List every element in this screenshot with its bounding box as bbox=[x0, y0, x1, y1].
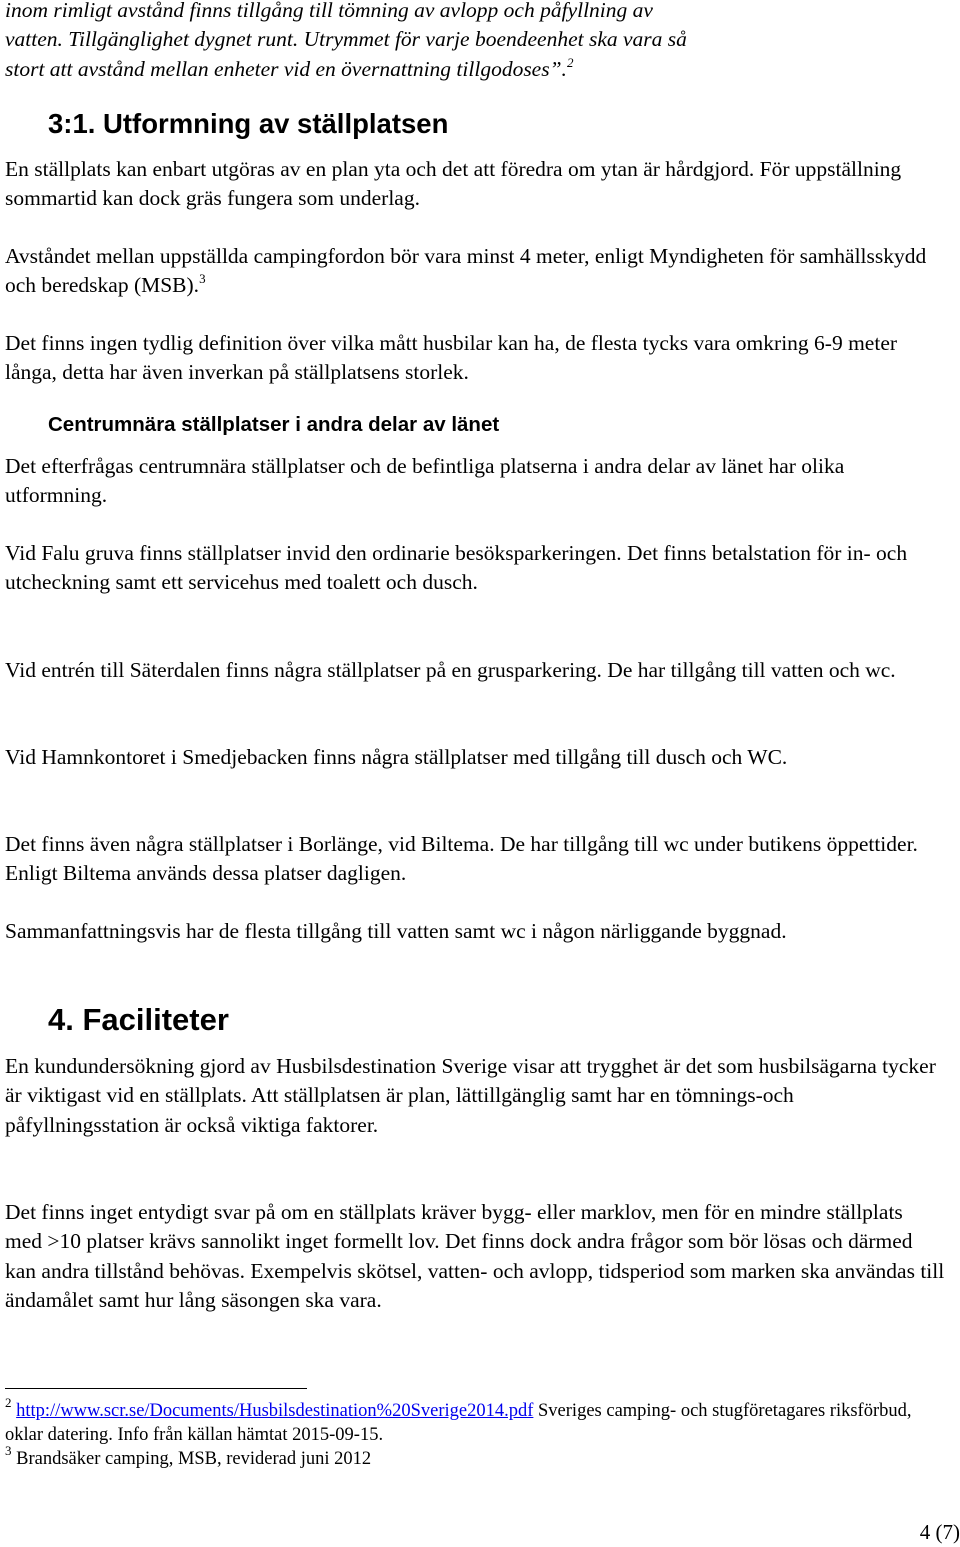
footnote-number-3: 3 bbox=[5, 1443, 12, 1458]
intro-line-2: vatten. Tillgänglighet dygnet runt. Utrymmet för varje boendeenhet ska vara så bbox=[5, 27, 687, 52]
footnote-ref-3[interactable]: 3 bbox=[199, 271, 206, 287]
intro-quote bbox=[5, 0, 945, 84]
footnote-3 bbox=[5, 1443, 945, 1472]
paragraph: Sammanfattningsvis har de flesta tillgång till vatten samt wc i någon närliggande byggnad. bbox=[5, 919, 787, 943]
paragraph: Det finns även några ställplatser i Borlänge, vid Biltema. De har tillgång till wc under butikens öppettider. Enligt Biltema används dessa platser dagligen. bbox=[5, 832, 918, 886]
intro-line-3: stort att avstånd mellan enheter vid en övernattning tillgodoses”. bbox=[5, 56, 567, 81]
page-number: 4 (7) bbox=[919, 1520, 960, 1544]
footnote-separator bbox=[5, 1388, 307, 1389]
footnote-link[interactable]: http://www.scr.se/Documents/Husbilsdestination%20Sverige2014.pdf bbox=[16, 1401, 534, 1421]
section-heading-3-1: 3:1. Utformning av ställplatsen bbox=[48, 108, 449, 139]
paragraph bbox=[5, 242, 945, 301]
intro-line-1: inom rimligt avstånd finns tillgång till tömning av avlopp och påfyllning av bbox=[5, 0, 653, 22]
paragraph: Det efterfrågas centrumnära ställplatser och de befintliga platserna i andra delar av länet har olika utformning. bbox=[5, 454, 845, 508]
footnote-2 bbox=[5, 1395, 945, 1447]
paragraph: En ställplats kan enbart utgöras av en plan yta och det att föredra om ytan är hårdgjord. För uppställning sommartid kan dock gräs fungera som underlag. bbox=[5, 157, 902, 211]
paragraph: Vid Hamnkontoret i Smedjebacken finns några ställplatser med tillgång till dusch och WC. bbox=[5, 745, 788, 769]
paragraph: Vid entrén till Säterdalen finns några ställplatser på en grusparkering. De har tillgång till vatten och wc. bbox=[5, 658, 896, 682]
paragraph: Vid Falu gruva finns ställplatser invid den ordinarie besöksparkeringen. Det finns betalstation för in- och utcheckning samt ett servicehus med toalett och dusch. bbox=[5, 541, 908, 595]
subsection-heading-central: Centrumnära ställplatser i andra delar av länet bbox=[48, 413, 500, 436]
footnote-number-2: 2 bbox=[5, 1395, 12, 1410]
footnote-text: Sveriges camping- och stugföretagares riksförbud, oklar datering. Info från källan hämtat 2015-09-15. bbox=[5, 1401, 912, 1445]
footnote-ref-2[interactable]: 2 bbox=[566, 54, 574, 70]
paragraph: Det finns inget entydigt svar på om en ställplats kräver bygg- eller marklov, men för en mindre ställplats med >10 platser krävs sannolikt inget formellt lov. Det finns dock andra frågor som bör lösas och därmed kan andra tillstånd behövas. Exempelvis skötsel, vatten- och avlopp, tidsperiod som marken ska användas till ändamålet samt hur lång säsongen ska vara. bbox=[5, 1200, 945, 1312]
paragraph: Det finns ingen tydlig definition över vilka mått husbilar kan ha, de flesta tycks vara omkring 6-9 meter långa, detta har även inverkan på ställplatsens storlek. bbox=[5, 331, 898, 385]
paragraph-text: Avståndet mellan uppställda campingfordon bör vara minst 4 meter, enligt Myndigheten för samhällsskydd och beredskap (MSB). bbox=[5, 244, 927, 298]
paragraph: En kundundersökning gjord av Husbilsdestination Sverige visar att trygghet är det som husbilsägarna tycker är viktigast vid en ställplats. Att ställplatsen är plan, lättillgänglig samt har en tömnings-och påfyllningsstation är också viktiga faktorer. bbox=[5, 1054, 936, 1137]
footnote-text: Brandsäker camping, MSB, reviderad juni 2012 bbox=[11, 1449, 372, 1469]
section-heading-4: 4. Faciliteter bbox=[48, 1002, 229, 1037]
